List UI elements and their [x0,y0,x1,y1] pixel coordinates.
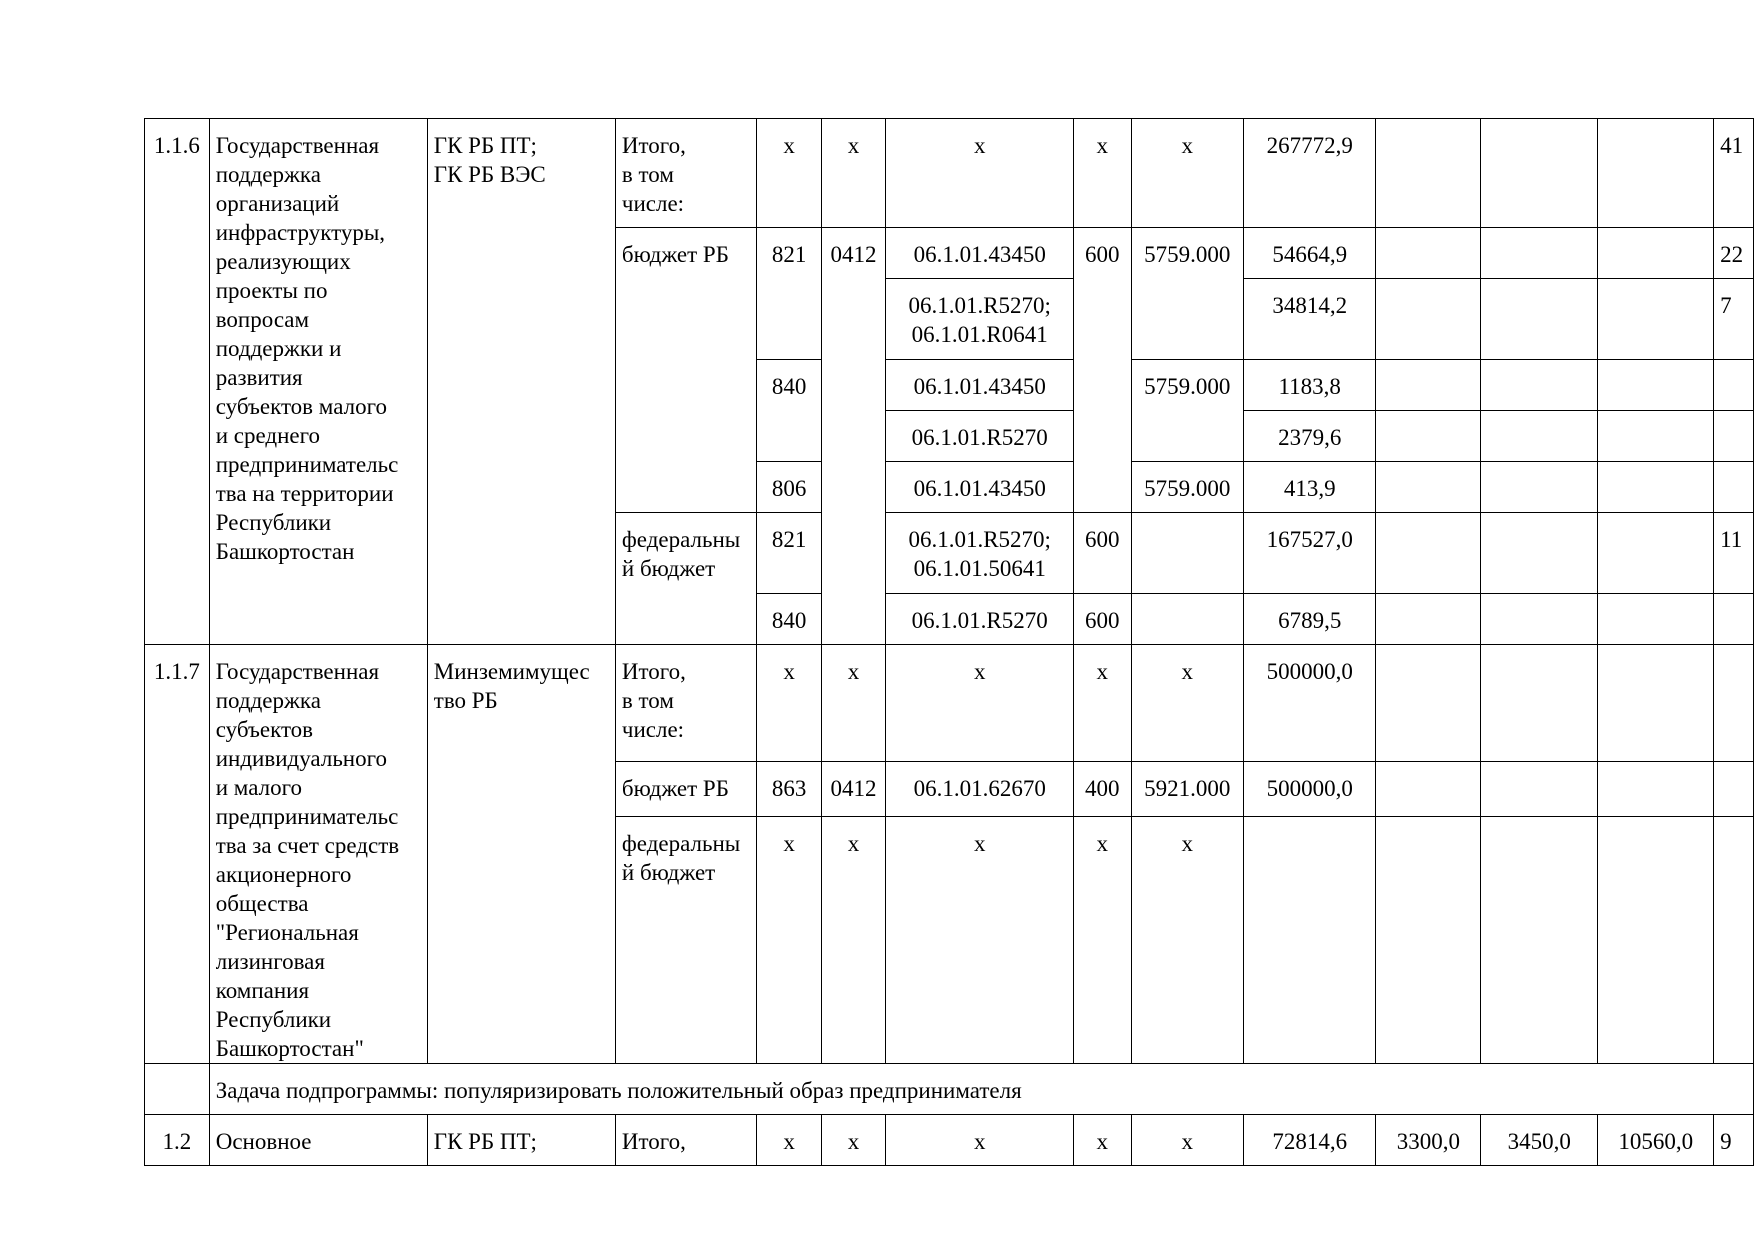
year-cell [1598,360,1714,411]
amount-cell: 500000,0 [1243,645,1376,762]
csr-cell: 06.1.01.R5270 [886,594,1074,645]
year-cell [1598,645,1714,762]
kosgu-cell: 5921.000 [1131,762,1243,817]
year-cell: 10560,0 [1598,1115,1714,1166]
source-label: федеральны й бюджет [615,817,757,1064]
year-cell [1598,411,1714,462]
rz-cell: х [821,817,886,1064]
year-cell [1481,645,1598,762]
csr-cell: 06.1.01.R5270; 06.1.01.50641 [886,513,1074,594]
csr-cell: х [886,1115,1074,1166]
amount-cell: 34814,2 [1243,279,1376,360]
csr-cell: 06.1.01.62670 [886,762,1074,817]
year-cell [1481,817,1598,1064]
item-name: Государственная поддержка организаций инфраструктуры, реализующих проекты по вопросам поддержки и развития субъектов малого и среднего предпринимательс тва на территории Республики Башкортостан [209,119,427,645]
gr-cell: 840 [757,360,821,462]
kosgu-cell: 5759.000 [1131,228,1243,360]
amount-cell: 6789,5 [1243,594,1376,645]
total-label: Итого, в том числе: [615,645,757,762]
kosgu-cell: 5759.000 [1131,462,1243,513]
source-label: бюджет РБ [615,228,757,513]
item-number: 1.1.6 [145,119,210,645]
item-name: Основное [209,1115,427,1166]
rz-cell: х [821,645,886,762]
gr-cell: 840 [757,594,821,645]
year-cell-cut: 11 [1714,513,1754,594]
year-cell [1376,513,1481,594]
table-row [145,1115,1754,1166]
year-cell [1376,594,1481,645]
vr-cell: х [1073,817,1131,1064]
year-cell [1481,360,1598,411]
vr-cell: 600 [1073,594,1131,645]
vr-cell: 400 [1073,762,1131,817]
csr-cell: 06.1.01.R5270 [886,411,1074,462]
year-cell [1376,817,1481,1064]
year-cell [1481,411,1598,462]
gr-cell: х [757,645,821,762]
gr-cell: 821 [757,228,821,360]
year-cell [1481,762,1598,817]
year-cell: 3300,0 [1376,1115,1481,1166]
csr-cell: х [886,817,1074,1064]
kosgu-cell: х [1131,817,1243,1064]
budget-document [144,118,1754,1166]
year-cell [1481,228,1598,279]
table-row [145,119,1754,228]
year-cell-cut [1714,594,1754,645]
amount-cell: 2379,6 [1243,411,1376,462]
year-cell-cut [1714,462,1754,513]
year-cell-cut [1714,645,1754,762]
year-cell [1598,762,1714,817]
year-cell-cut [1714,411,1754,462]
kosgu-cell: х [1131,119,1243,228]
year-cell [1376,360,1481,411]
item-number: 1.1.7 [145,645,210,1064]
year-cell [1481,594,1598,645]
year-cell [1376,762,1481,817]
table-row [145,1064,1754,1115]
executor: Минземимущес тво РБ [427,645,615,1064]
source-label: федеральны й бюджет [615,513,757,645]
amount-cell: 267772,9 [1243,119,1376,228]
amount-cell [1243,817,1376,1064]
amount-cell: 500000,0 [1243,762,1376,817]
amount-cell: 1183,8 [1243,360,1376,411]
year-cell-cut [1714,762,1754,817]
gr-cell: 821 [757,513,821,594]
rz-cell: х [821,119,886,228]
gr-cell: х [757,817,821,1064]
total-label: Итого, в том числе: [615,119,757,228]
vr-cell: 600 [1073,228,1131,513]
vr-cell: 600 [1073,513,1131,594]
year-cell [1598,119,1714,228]
kosgu-cell: х [1131,1115,1243,1166]
year-cell [1481,462,1598,513]
year-cell-cut: 9 [1714,1115,1754,1166]
csr-cell: 06.1.01.43450 [886,228,1074,279]
gr-cell: х [757,1115,821,1166]
rz-cell: 0412 [821,228,886,645]
kosgu-cell [1131,513,1243,594]
vr-cell: х [1073,645,1131,762]
csr-cell: 06.1.01.43450 [886,360,1074,411]
csr-cell: 06.1.01.43450 [886,462,1074,513]
year-cell [1481,513,1598,594]
source-label: бюджет РБ [615,762,757,817]
gr-cell: х [757,119,821,228]
item-number [145,1064,210,1115]
year-cell [1598,594,1714,645]
rz-cell: 0412 [821,762,886,817]
year-cell [1481,119,1598,228]
csr-cell: 06.1.01.R5270; 06.1.01.R0641 [886,279,1074,360]
gr-cell: 806 [757,462,821,513]
table-row [145,645,1754,762]
amount-cell: 72814,6 [1243,1115,1376,1166]
year-cell [1376,228,1481,279]
year-cell-cut: 22 [1714,228,1754,279]
year-cell: 3450,0 [1481,1115,1598,1166]
executor: ГК РБ ПТ; [427,1115,615,1166]
year-cell-cut: 41 [1714,119,1754,228]
year-cell [1376,462,1481,513]
csr-cell: х [886,645,1074,762]
year-cell [1376,119,1481,228]
year-cell-cut [1714,817,1754,1064]
vr-cell: х [1073,1115,1131,1166]
item-number: 1.2 [145,1115,210,1166]
year-cell [1481,279,1598,360]
rz-cell: х [821,1115,886,1166]
total-label: Итого, [615,1115,757,1166]
year-cell [1376,411,1481,462]
vr-cell: х [1073,119,1131,228]
subprogram-task: Задача подпрограммы: популяризировать положительный образ предпринимателя [209,1064,1753,1115]
year-cell-cut [1714,360,1754,411]
kosgu-cell: х [1131,645,1243,762]
kosgu-cell: 5759.000 [1131,360,1243,462]
year-cell [1376,645,1481,762]
gr-cell: 863 [757,762,821,817]
executor: ГК РБ ПТ; ГК РБ ВЭС [427,119,615,645]
csr-cell: х [886,119,1074,228]
kosgu-cell [1131,594,1243,645]
amount-cell: 167527,0 [1243,513,1376,594]
year-cell [1598,462,1714,513]
year-cell [1598,228,1714,279]
year-cell-cut: 7 [1714,279,1754,360]
budget-table [144,118,1754,1166]
year-cell [1598,279,1714,360]
amount-cell: 413,9 [1243,462,1376,513]
amount-cell: 54664,9 [1243,228,1376,279]
year-cell [1376,279,1481,360]
year-cell [1598,817,1714,1064]
year-cell [1598,513,1714,594]
item-name: Государственная поддержка субъектов индивидуального и малого предпринимательс тва за счет средств акционерного общества "Региональная лизинговая компания Республики Башкортостан" [209,645,427,1064]
